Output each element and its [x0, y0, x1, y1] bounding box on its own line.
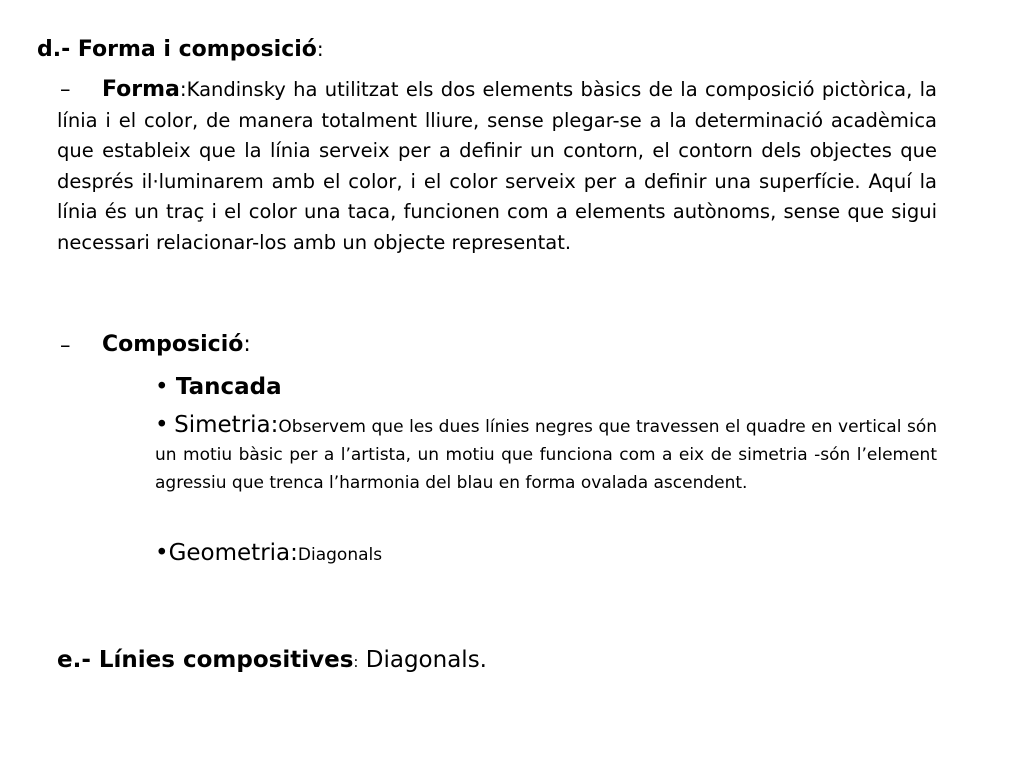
- composicio-heading: [57, 330, 251, 360]
- section-e-colon: :: [353, 653, 359, 671]
- tancada-bullet: •: [155, 374, 169, 400]
- simetria-text: Observem que les dues línies negres que travessen el quadre en vertical són un motiu bàsic per a l’artista, un motiu que funciona com a eix de simetria -són l’element agressiu que trenca l’harmonia del blau en forma ovalada ascendent.: [155, 417, 938, 493]
- simetria-bullet: •: [155, 412, 169, 438]
- forma-colon: :: [179, 77, 187, 101]
- composicio-colon: :: [243, 332, 251, 357]
- item-simetria: [155, 411, 937, 497]
- item-geometria: [155, 538, 382, 570]
- forma-text: Kandinsky ha utilitzat els dos elements bàsics de la composició pictòrica, la línia i el color, de manera totalment lliure, sense plegar-se a la determinació acadèmica que estableix que la línia serveix per a definir un contorn, el contorn dels objectes que després il·luminarem amb el color, i el color serveix per a definir una superfície. Aquí la línia és un traç i el color una taca, funcionen com a elements autònoms, sense que sigui necessari relacionar-los amb un objecte representat.: [57, 78, 937, 254]
- forma-label: Forma: [102, 77, 180, 102]
- geometria-bullet: •: [155, 540, 169, 566]
- section-d-heading: [37, 34, 324, 65]
- geometria-label: Geometria:: [168, 540, 298, 566]
- forma-dash-bullet: –: [60, 77, 71, 101]
- section-e-heading: [57, 644, 487, 678]
- section-d-colon: :: [316, 37, 324, 61]
- section-d-title: d.- Forma i composició: [37, 37, 317, 62]
- section-e-title: e.- Línies compositives: [57, 647, 354, 673]
- simetria-label: Simetria:: [174, 412, 279, 438]
- forma-paragraph: [57, 74, 937, 258]
- section-e-text: Diagonals.: [365, 647, 487, 673]
- tancada-label: Tancada: [175, 374, 282, 400]
- composicio-label: Composició: [102, 332, 244, 357]
- geometria-text: Diagonals: [297, 545, 383, 565]
- item-tancada: [155, 372, 282, 402]
- composicio-dash-bullet: –: [60, 333, 71, 357]
